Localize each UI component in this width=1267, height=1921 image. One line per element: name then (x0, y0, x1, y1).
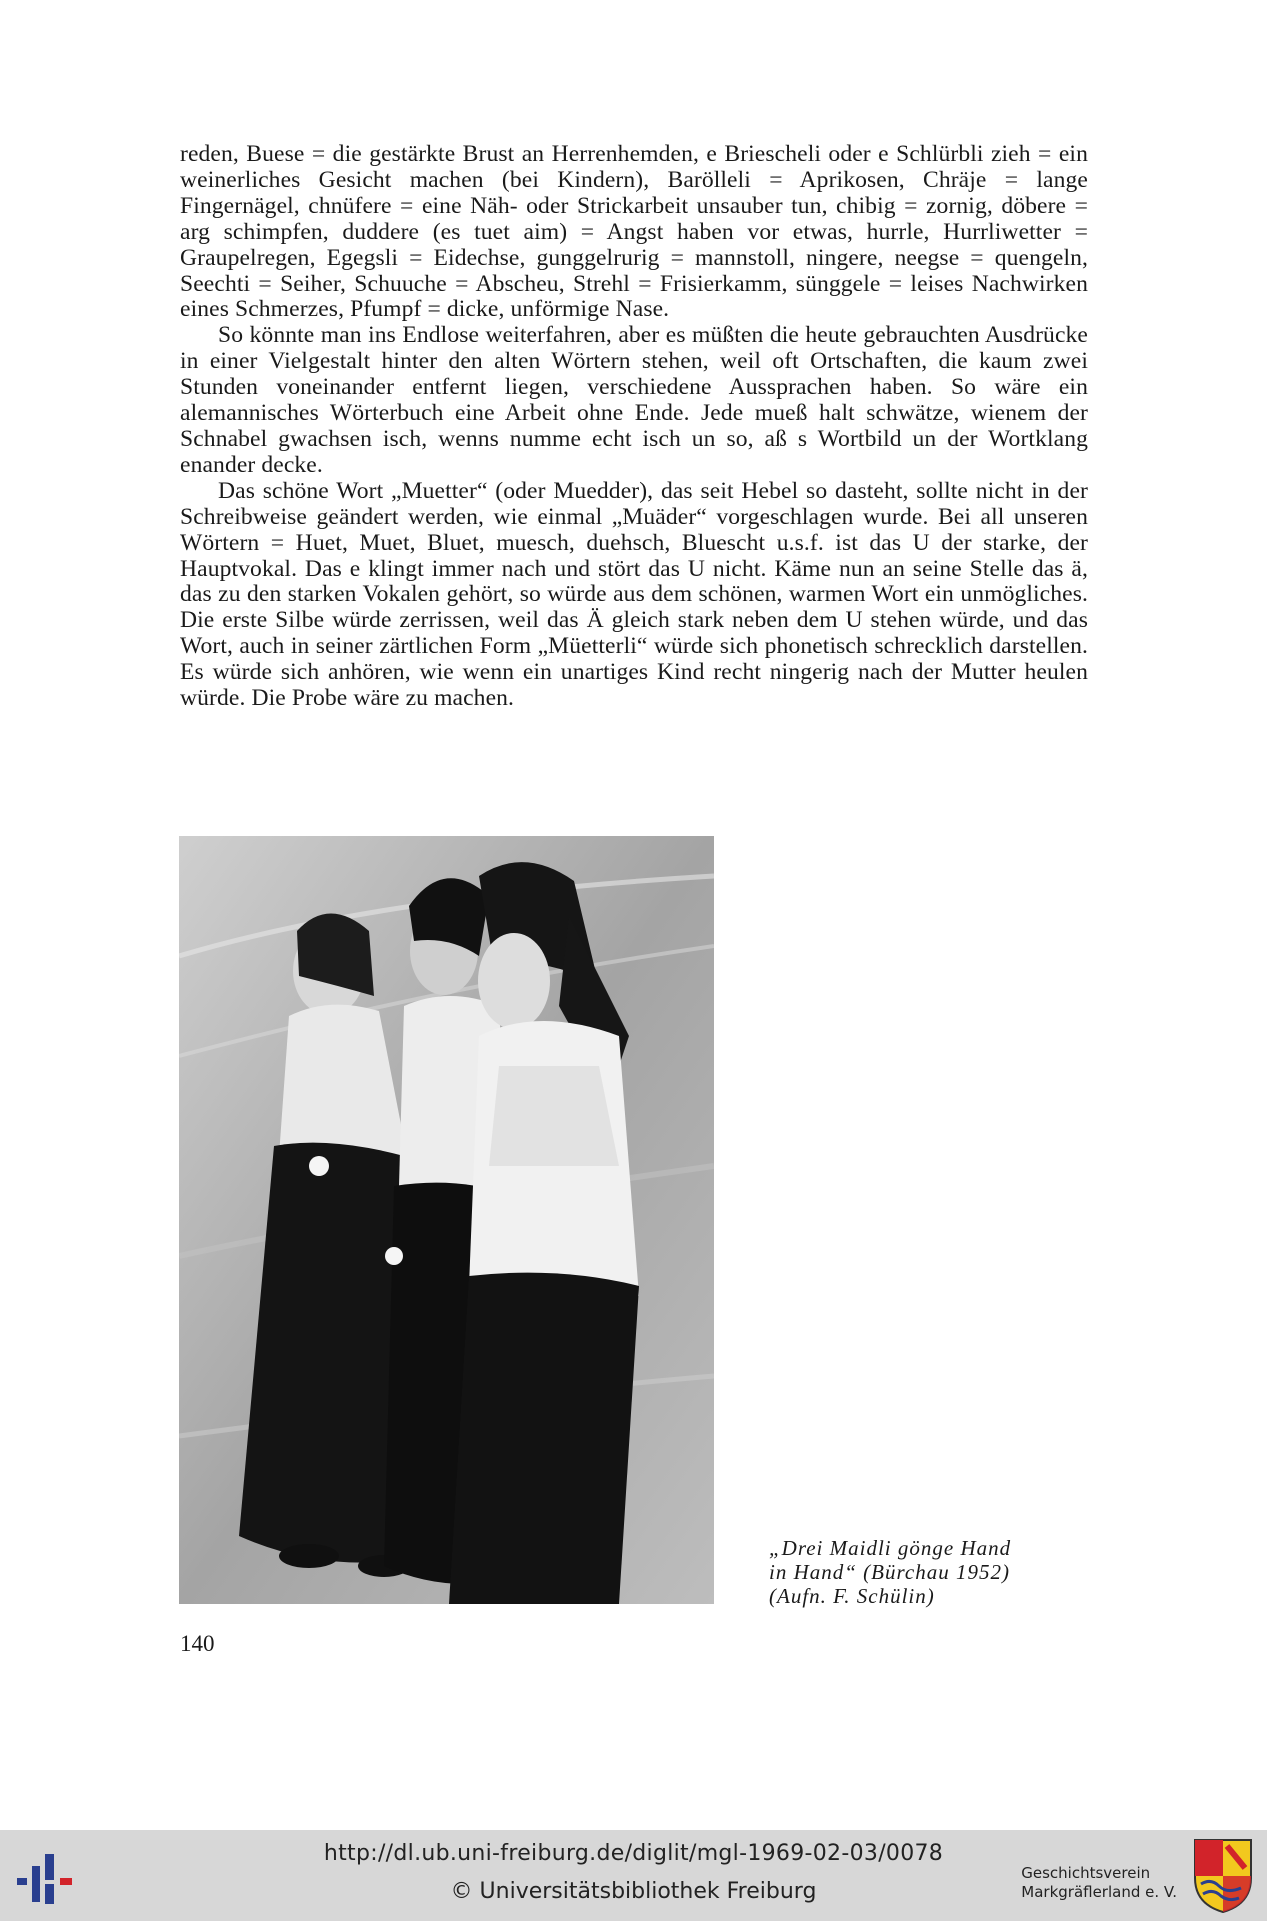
document-url-link[interactable]: http://dl.ub.uni-freiburg.de/diglit/mgl-1969-02-03/0078 (323, 1841, 944, 1866)
society-line: Markgräflerland e. V. (1021, 1883, 1177, 1901)
coat-of-arms-icon (1193, 1838, 1253, 1914)
photo-three-girls-in-costume (179, 836, 714, 1604)
paragraph-endless: So könnte man ins Endlose weiterfahren, aber es müßten die heute gebrauchten Ausdrücke in einer Vielgestalt hinter den alten Wörtern stehen, weil oft Ortschaften, die kaum zwei Stunden voneinander entfernt liegen, verschiedene Aussprachen haben. So wäre ein alemannisches Wörterbuch eine Arbeit ohne Ende. Jede mueß halt schwätze, wienem der Schnabel gwachsen isch, wenns numme echt isch un so, aß s Wortbild un der Wortklang enander decke. (180, 322, 1088, 478)
copyright-notice: © Universitätsbibliothek Freiburg (450, 1879, 817, 1904)
page-number: 140 (180, 1631, 215, 1656)
paragraph-vocabulary: reden, Buese = die gestärkte Brust an Herrenhemden, e Briescheli oder e Schlürbli zieh = ein weinerliches Gesicht machen (bei Kindern), Barölleli = Aprikosen, Chräje = lange Fingernägel, chnüfere = eine Näh- oder Strickarbeit unsauber tun, chibig = zornig, döbere = arg schimpfen, duddere (es tuet aim) = Angst haben vor etwas, hurrle, Hurrliwetter = Graupelregen, Egegsli = Eidechse, gunggelrurig = mannstoll, ningere, neegse = quengeln, Seechti = Seiher, Schuuche = Abscheu, Strehl = Frisierkamm, sünggele = leises Nachwirken eines Schmerzes, Pfumpf = dicke, unförmige Nase. (180, 141, 1088, 323)
caption-line: (Aufn. F. Schülin) (769, 1584, 935, 1608)
photo-caption (769, 1536, 1069, 1608)
body-text (180, 142, 1088, 712)
caption-line: in Hand“ (Bürchau 1952) (769, 1560, 1010, 1584)
paragraph-muetter: Das schöne Wort „Muetter“ (oder Muedder), das seit Hebel so dasteht, sollte nicht in der Schreibweise geändert werden, wie einmal „Muäder“ vorgeschlagen wurde. Bei all unseren Wörtern = Huet, Muet, Bluet, muesch, duehsch, Bluescht u.s.f. ist das U der starke, der Hauptvokal. Das e klingt immer nach und stört das U nicht. Käme nun an seine Stelle das ä, das zu den starken Vokalen gehört, so würde aus dem schönen, warmen Wort ein unmögliches. Die erste Silbe würde zerrissen, weil das Ä gleich stark neben dem U stehen würde, und das Wort, auch in seiner zärtlichen Form „Müetterli“ würde sich phonetisch schrecklich darstellen. Es würde sich anhören, wie wenn ein unartiges Kind recht ningerig nach der Mutter heulen würde. Die Probe wäre zu machen. (180, 477, 1088, 712)
society-name (1021, 1864, 1177, 1902)
footer-bar (0, 1830, 1267, 1921)
caption-line: „Drei Maidli gönge Hand (769, 1536, 1012, 1560)
society-line: Geschichtsverein (1021, 1864, 1151, 1882)
